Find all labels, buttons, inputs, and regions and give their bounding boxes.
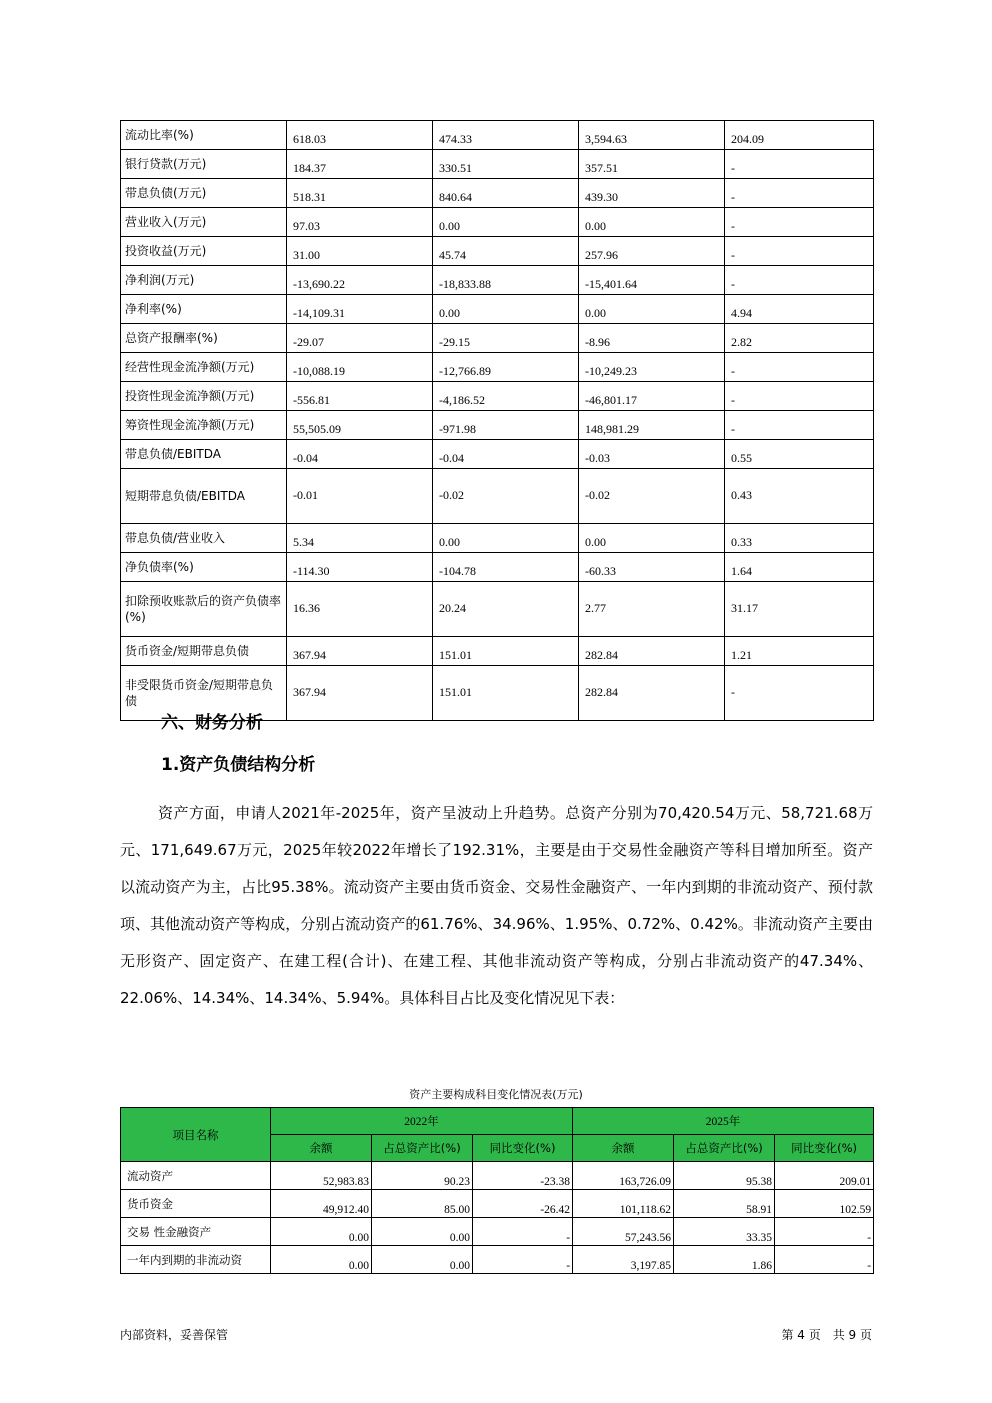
metric-value: 282.84 — [579, 666, 725, 721]
metric-value: 151.01 — [433, 666, 579, 721]
metric-value: -556.81 — [287, 382, 433, 411]
column-subheader: 占总资产比(%) — [674, 1135, 775, 1162]
year-header-2025: 2025年 — [573, 1108, 874, 1135]
metric-value: 1.21 — [725, 637, 874, 666]
asset-value: 0.00 — [372, 1246, 473, 1274]
metric-value: -46,801.17 — [579, 382, 725, 411]
metric-value: 55,505.09 — [287, 411, 433, 440]
metric-value: 439.30 — [579, 179, 725, 208]
asset-value: 0.00 — [271, 1218, 372, 1246]
metrics-row — [121, 150, 874, 179]
metric-value: 330.51 — [433, 150, 579, 179]
metric-value: -4,186.52 — [433, 382, 579, 411]
metrics-row — [121, 469, 874, 524]
year-header-2022: 2022年 — [271, 1108, 573, 1135]
asset-value: 0.00 — [271, 1246, 372, 1274]
asset-value: 3,197.85 — [573, 1246, 674, 1274]
metrics-row — [121, 382, 874, 411]
asset-value: 0.00 — [372, 1218, 473, 1246]
metric-value: 357.51 — [579, 150, 725, 179]
metric-value: -114.30 — [287, 553, 433, 582]
metrics-row — [121, 237, 874, 266]
metric-label: 非受限货币资金/短期带息负债 — [121, 666, 287, 721]
metrics-row — [121, 295, 874, 324]
metric-value: - — [725, 179, 874, 208]
metrics-row — [121, 440, 874, 469]
asset-value: 95.38 — [674, 1162, 775, 1190]
metric-value: 0.33 — [725, 524, 874, 553]
asset-value: - — [775, 1218, 874, 1246]
metric-label: 货币资金/短期带息负债 — [121, 637, 287, 666]
metric-value: 45.74 — [433, 237, 579, 266]
metric-value: -0.01 — [287, 469, 433, 524]
item-name-header: 项目名称 — [121, 1108, 271, 1162]
metric-value: -29.15 — [433, 324, 579, 353]
asset-item-label: 交易 性金融资产 — [121, 1218, 271, 1246]
metric-label: 经营性现金流净额(万元) — [121, 353, 287, 382]
asset-table-caption: 资产主要构成科目变化情况表(万元) — [409, 1088, 583, 1101]
asset-value: 101,118.62 — [573, 1190, 674, 1218]
metric-value: - — [725, 411, 874, 440]
metric-value: -0.02 — [433, 469, 579, 524]
asset-structure-table — [120, 1107, 874, 1274]
metric-value: - — [725, 382, 874, 411]
metrics-row — [121, 524, 874, 553]
metric-value: 16.36 — [287, 582, 433, 637]
metric-value: -8.96 — [579, 324, 725, 353]
column-subheader: 同比变化(%) — [775, 1135, 874, 1162]
asset-value: 49,912.40 — [271, 1190, 372, 1218]
metric-value: -0.04 — [287, 440, 433, 469]
metric-label: 筹资性现金流净额(万元) — [121, 411, 287, 440]
metric-value: 0.00 — [433, 524, 579, 553]
metric-value: 840.64 — [433, 179, 579, 208]
metrics-row — [121, 179, 874, 208]
asset-value: 57,243.56 — [573, 1218, 674, 1246]
asset-value: 58.91 — [674, 1190, 775, 1218]
footer-page-number: 第 4 页 共 9 页 — [781, 1328, 872, 1342]
subsection-heading: 1.资产负债结构分析 — [161, 755, 316, 775]
metric-value: -13,690.22 — [287, 266, 433, 295]
metrics-row — [121, 324, 874, 353]
metrics-row — [121, 637, 874, 666]
metric-label: 短期带息负债/EBITDA — [121, 469, 287, 524]
section-heading: 六、财务分析 — [161, 713, 263, 733]
metric-value: 0.00 — [579, 295, 725, 324]
metric-label: 总资产报酬率(%) — [121, 324, 287, 353]
metric-value: 2.82 — [725, 324, 874, 353]
metrics-row — [121, 266, 874, 295]
metric-value: 5.34 — [287, 524, 433, 553]
metric-value: -15,401.64 — [579, 266, 725, 295]
metric-value: 0.43 — [725, 469, 874, 524]
metric-value: 367.94 — [287, 666, 433, 721]
metric-value: - — [725, 150, 874, 179]
analysis-paragraph: 资产方面，申请人2021年-2025年，资产呈波动上升趋势。总资产分别为70,420.54万元、58,721.68万元、171,649.67万元，2025年较2022年增长了192.31%，主要是由于交易性金融资产等科目增加所至。资产以流动资产为主，占比95.38%。流动资产主要由货币资金、交易性金融资产、一年内到期的非流动资产、预付款项、其他流动资产等构成，分别占流动资产的61.76%、34.96%、1.95%、0.72%、0.42%。非流动资产主要由无形资产、固定资产、在建工程(合计)、在建工程、其他非流动资产等构成，分别占非流动资产的47.34%、22.06%、14.34%、14.34%、5.94%。具体科目占比及变化情况见下表： — [120, 804, 873, 1007]
metric-value: - — [725, 237, 874, 266]
metric-value: 151.01 — [433, 637, 579, 666]
metric-value: 0.00 — [579, 208, 725, 237]
metric-value: -0.02 — [579, 469, 725, 524]
financial-metrics-table — [120, 120, 874, 721]
metrics-row — [121, 553, 874, 582]
metrics-row — [121, 411, 874, 440]
footer-confidential: 内部资料，妥善保管 — [120, 1328, 229, 1342]
asset-value: - — [775, 1246, 874, 1274]
asset-value: -23.38 — [473, 1162, 573, 1190]
metric-value: -10,088.19 — [287, 353, 433, 382]
asset-value: 33.35 — [674, 1218, 775, 1246]
metric-value: 97.03 — [287, 208, 433, 237]
metric-label: 带息负债(万元) — [121, 179, 287, 208]
metric-value: 4.94 — [725, 295, 874, 324]
metric-label: 净利润(万元) — [121, 266, 287, 295]
metric-label: 净利率(%) — [121, 295, 287, 324]
metric-label: 流动比率(%) — [121, 121, 287, 150]
metric-label: 带息负债/EBITDA — [121, 440, 287, 469]
metric-value: - — [725, 208, 874, 237]
metric-label: 带息负债/营业收入 — [121, 524, 287, 553]
metric-value: 618.03 — [287, 121, 433, 150]
metric-value: -60.33 — [579, 553, 725, 582]
metric-label: 投资性现金流净额(万元) — [121, 382, 287, 411]
metric-value: -18,833.88 — [433, 266, 579, 295]
metric-value: -29.07 — [287, 324, 433, 353]
asset-row — [121, 1246, 874, 1274]
metric-label: 净负债率(%) — [121, 553, 287, 582]
column-subheader: 占总资产比(%) — [372, 1135, 473, 1162]
column-subheader: 余额 — [271, 1135, 372, 1162]
metric-value: - — [725, 666, 874, 721]
metric-value: -14,109.31 — [287, 295, 433, 324]
metric-value: 0.00 — [433, 295, 579, 324]
metric-value: -0.04 — [433, 440, 579, 469]
metrics-row — [121, 582, 874, 637]
metric-value: 148,981.29 — [579, 411, 725, 440]
asset-value: 209.01 — [775, 1162, 874, 1190]
column-subheader: 余额 — [573, 1135, 674, 1162]
metric-value: 20.24 — [433, 582, 579, 637]
metrics-row — [121, 208, 874, 237]
metric-value: 0.55 — [725, 440, 874, 469]
asset-row — [121, 1190, 874, 1218]
metrics-row — [121, 353, 874, 382]
metric-value: 184.37 — [287, 150, 433, 179]
metric-value: 204.09 — [725, 121, 874, 150]
asset-value: 85.00 — [372, 1190, 473, 1218]
metric-value: -12,766.89 — [433, 353, 579, 382]
asset-value: - — [473, 1246, 573, 1274]
metric-value: 518.31 — [287, 179, 433, 208]
metric-value: 31.00 — [287, 237, 433, 266]
metric-value: 1.64 — [725, 553, 874, 582]
metric-value: -971.98 — [433, 411, 579, 440]
metric-value: 3,594.63 — [579, 121, 725, 150]
asset-item-label: 货币资金 — [121, 1190, 271, 1218]
metric-value: - — [725, 353, 874, 382]
metric-value: 474.33 — [433, 121, 579, 150]
asset-row — [121, 1218, 874, 1246]
metric-label: 投资收益(万元) — [121, 237, 287, 266]
metric-value: 0.00 — [433, 208, 579, 237]
metric-value: 367.94 — [287, 637, 433, 666]
metrics-row — [121, 121, 874, 150]
asset-value: 90.23 — [372, 1162, 473, 1190]
metric-label: 营业收入(万元) — [121, 208, 287, 237]
metric-value: -0.03 — [579, 440, 725, 469]
asset-value: -26.42 — [473, 1190, 573, 1218]
metric-label: 扣除预收账款后的资产负债率(%) — [121, 582, 287, 637]
metric-label: 银行贷款(万元) — [121, 150, 287, 179]
asset-item-label: 一年内到期的非流动资 — [121, 1246, 271, 1274]
metric-value: - — [725, 266, 874, 295]
asset-value: 52,983.83 — [271, 1162, 372, 1190]
asset-value: 163,726.09 — [573, 1162, 674, 1190]
metric-value: 0.00 — [579, 524, 725, 553]
asset-value: - — [473, 1218, 573, 1246]
metric-value: 282.84 — [579, 637, 725, 666]
metric-value: 31.17 — [725, 582, 874, 637]
asset-row — [121, 1162, 874, 1190]
metric-value: -10,249.23 — [579, 353, 725, 382]
metric-value: 2.77 — [579, 582, 725, 637]
metric-value: 257.96 — [579, 237, 725, 266]
metric-value: -104.78 — [433, 553, 579, 582]
asset-item-label: 流动资产 — [121, 1162, 271, 1190]
column-subheader: 同比变化(%) — [473, 1135, 573, 1162]
asset-value: 102.59 — [775, 1190, 874, 1218]
asset-value: 1.86 — [674, 1246, 775, 1274]
